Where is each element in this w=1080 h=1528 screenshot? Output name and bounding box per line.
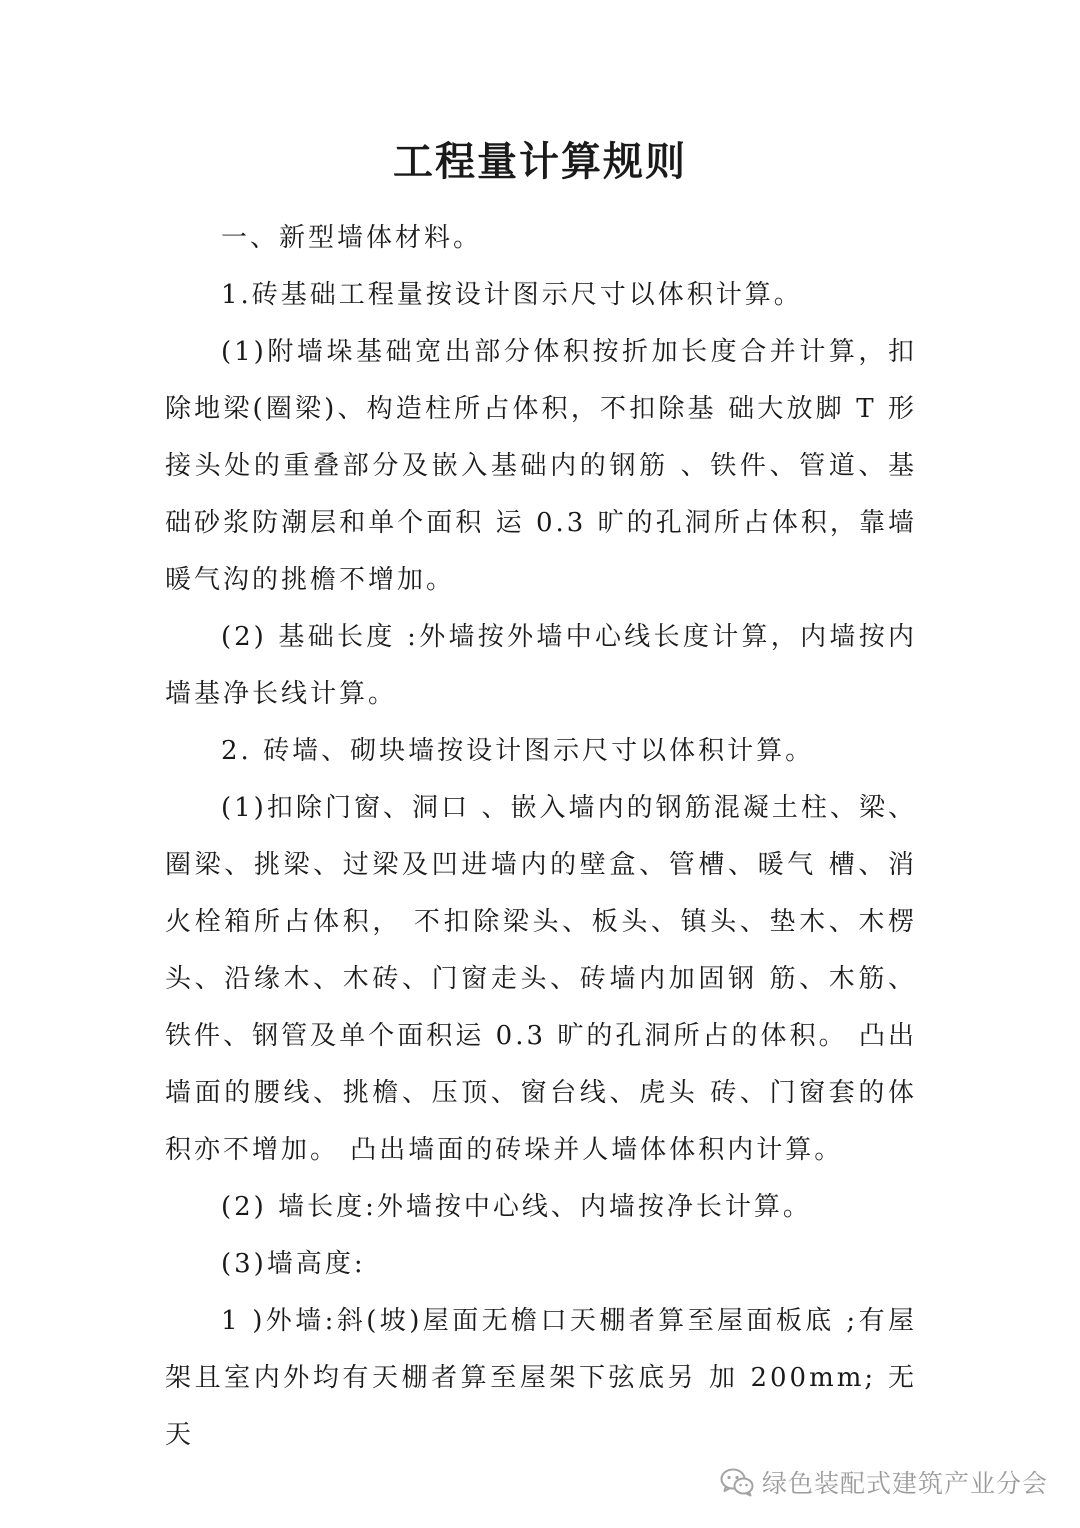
watermark-text: 绿色装配式建筑产业分会 — [761, 1469, 1048, 1498]
watermark — [720, 1462, 1048, 1502]
paragraph-item-1: 1.砖基础工程量按设计图示尺寸以体积计算。 — [221, 280, 803, 310]
wechat-icon — [720, 1467, 754, 1497]
document-body — [165, 210, 917, 1450]
paragraph-item-1-2: (2) 基础长度 :外墙按外墙中心线长度计算，内墙按内墙基净长线计算。 — [165, 622, 917, 709]
page-title: 工程量计算规则 — [393, 138, 687, 185]
paragraph-item-2: 2. 砖墙、砌块墙按设计图示尺寸以体积计算。 — [221, 736, 815, 766]
paragraph-outer-wall: 1 )外墙:斜(坡)屋面无檐口天棚者算至屋面板底 ;有屋架且室内外均有天棚者算至屋架下弦底另 加 200mm; 无天 — [165, 1306, 917, 1450]
paragraph-item-2-1: (1)扣除门窗、洞口 、嵌入墙内的钢筋混凝土柱、梁、圈梁、挑梁、过梁及凹进墙内的壁盒、管槽、暖气 槽、消火栓箱所占体积， 不扣除梁头、板头、镇头、垫木、木楞头、沿缘木、木砖、门窗走头、砖墙内加固钢 筋、木筋、铁件、钢管及单个面积运 0.3 旷的孔洞所占的体积。 凸出墙面的腰线、挑檐、压顶、窗台线、虎头 砖、门窗套的体积亦不增加。 凸出墙面的砖垛并人墙体体积内计算。 — [165, 793, 917, 1165]
paragraph-item-2-2: (2) 墙长度:外墙按中心线、内墙按净长计算。 — [221, 1192, 812, 1222]
paragraph-item-1-1: (1)附墙垛基础宽出部分体积按折加长度合并计算，扣除地梁(圈梁)、构造柱所占体积，不扣除基 础大放脚 T 形接头处的重叠部分及嵌入基础内的钢筋 、铁件、管道、基础砂浆防潮层和单个面积 运 0.3 旷的孔洞所占体积，靠墙暖气沟的挑檐不增加。 — [165, 337, 917, 595]
paragraph-item-2-3: (3)墙高度: — [221, 1249, 366, 1279]
paragraph-section-heading: 一、新型墙体材料。 — [221, 223, 483, 253]
